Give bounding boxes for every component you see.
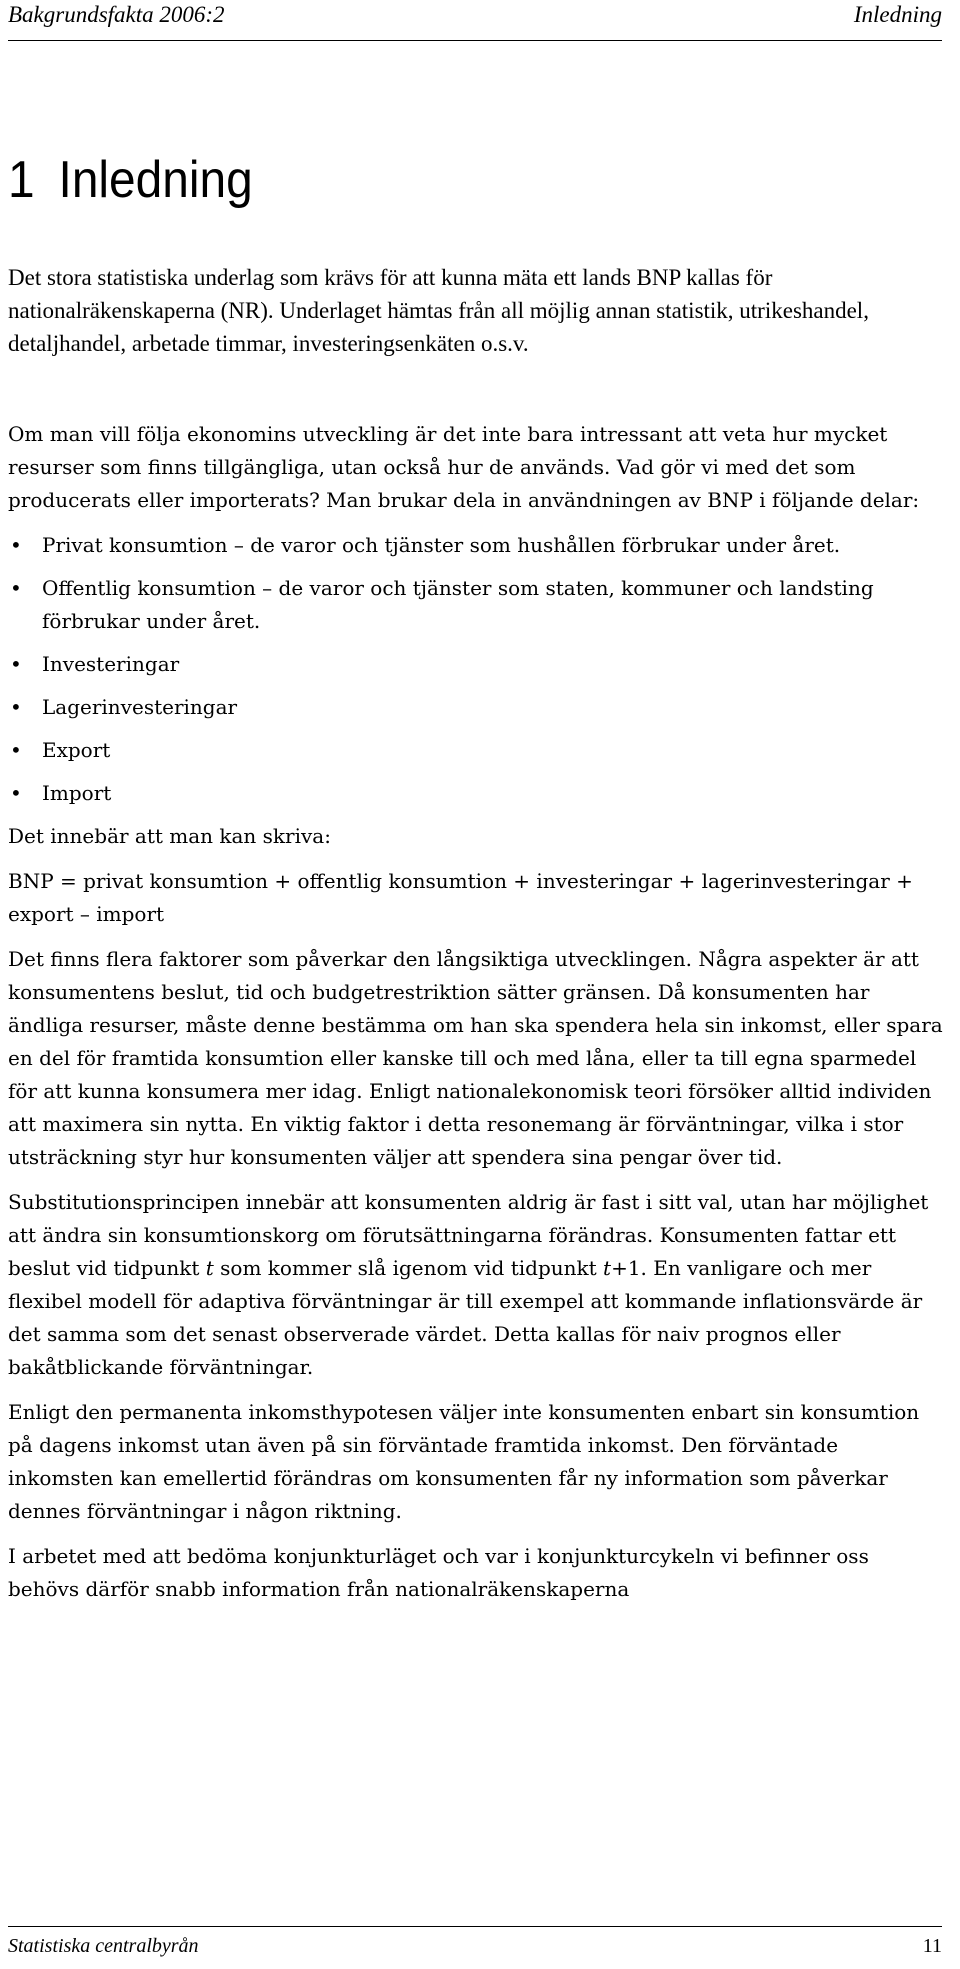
bullet-icon: • [10, 695, 22, 719]
list-item: • Offentlig konsumtion – de varor och tjänster som staten, kommuner och landsting förbrukar under året. [8, 572, 943, 638]
bullet-icon: • [10, 652, 22, 676]
list-item: • Investeringar [8, 648, 943, 681]
bnp-formula: BNP = privat konsumtion + offentlig konsumtion + investeringar + lagerinvesteringar + export – import [8, 869, 913, 926]
chapter-number: 1 [8, 151, 35, 209]
paragraph-permanent-income: Enligt den permanenta inkomsthypotesen väljer inte konsumenten enbart sin konsumtion på dagens inkomst utan även på sin förväntade framtida inkomst. Den förväntade inkomsten kan emellertid förändras om konsumenten får ny information som påverkar dennes förväntningar i någon riktning. [8, 1400, 920, 1523]
paragraph-formula-intro: Det innebär att man kan skriva: [8, 824, 331, 848]
bnp-components-list [8, 529, 943, 810]
list-item: • Lagerinvesteringar [8, 691, 943, 724]
section-title: Inledning [853, 2, 942, 27]
body-text [8, 418, 943, 1618]
paragraph-long-term: Det finns flera faktorer som påverkar den långsiktiga utvecklingen. Några aspekter är att konsumentens beslut, tid och budgetrestriktion sätter gränsen. Då konsumenten har ändliga resurser, måste denne bestämma om han ska spendera hela sin inkomst, eller spara en del för framtida konsumtion eller kanske till och med låna, eller ta till egna sparmedel för att kunna konsumera mer idag. Enligt nationalekonomisk teori försöker alltid individen att maximera sin nytta. En viktig faktor i detta resonemang är förväntningar, vilka i stor utsträckning styr hur konsumenten väljer att spendera sina pengar över tid. [8, 947, 943, 1169]
paragraph-business-cycle: I arbetet med att bedöma konjunkturläget och var i konjunkturcykeln vi befinner oss behövs därför snabb information från nationalräkenskaperna [8, 1544, 869, 1601]
bullet-icon: • [10, 576, 22, 600]
publisher-name: Statistiska centralbyrån [8, 1935, 199, 1957]
intro-paragraph: Det stora statistiska underlag som krävs för att kunna mäta ett lands BNP kallas för nationalräkenskaperna (NR). Underlaget hämtas från all möjlig annan statistik, utrikeshandel, detaljhandel, arbetade timmar, investeringsenkäten o.s.v. [8, 265, 869, 356]
list-item: • Import [8, 777, 943, 810]
bullet-icon: • [10, 533, 22, 557]
publication-title: Bakgrundsfakta 2006:2 [8, 2, 225, 27]
page-number: 11 [922, 1935, 942, 1957]
running-header [8, 0, 942, 41]
chapter-title: Inledning [58, 151, 253, 209]
list-item: • Export [8, 734, 943, 767]
paragraph-substitution: Substitutionsprincipen innebär att konsumenten aldrig är fast i sitt val, utan har möjlighet att ändra sin konsumtionskorg om förutsättningarna förändras. Konsumenten fattar ett beslut vid tidpunkt t som kommer slå igenom vid tidpunkt t+1. En vanligare och mer flexibel modell för adaptiva förväntningar är till exempel att kommande inflationsvärde är det samma som det senast observerade värdet. Detta kallas för naiv prognos eller bakåtblickande förväntningar. [8, 1190, 929, 1379]
bullet-icon: • [10, 781, 22, 805]
list-item: • Privat konsumtion – de varor och tjänster som hushållen förbrukar under året. [8, 529, 943, 562]
running-footer [8, 1926, 942, 1961]
bullet-icon: • [10, 738, 22, 762]
chapter-heading [8, 150, 253, 210]
paragraph-usage: Om man vill följa ekonomins utveckling är det inte bara intressant att veta hur mycket resurser som finns tillgängliga, utan också hur de används. Vad gör vi med det som producerats eller importerats? Man brukar dela in användningen av BNP i följande delar: [8, 422, 920, 512]
